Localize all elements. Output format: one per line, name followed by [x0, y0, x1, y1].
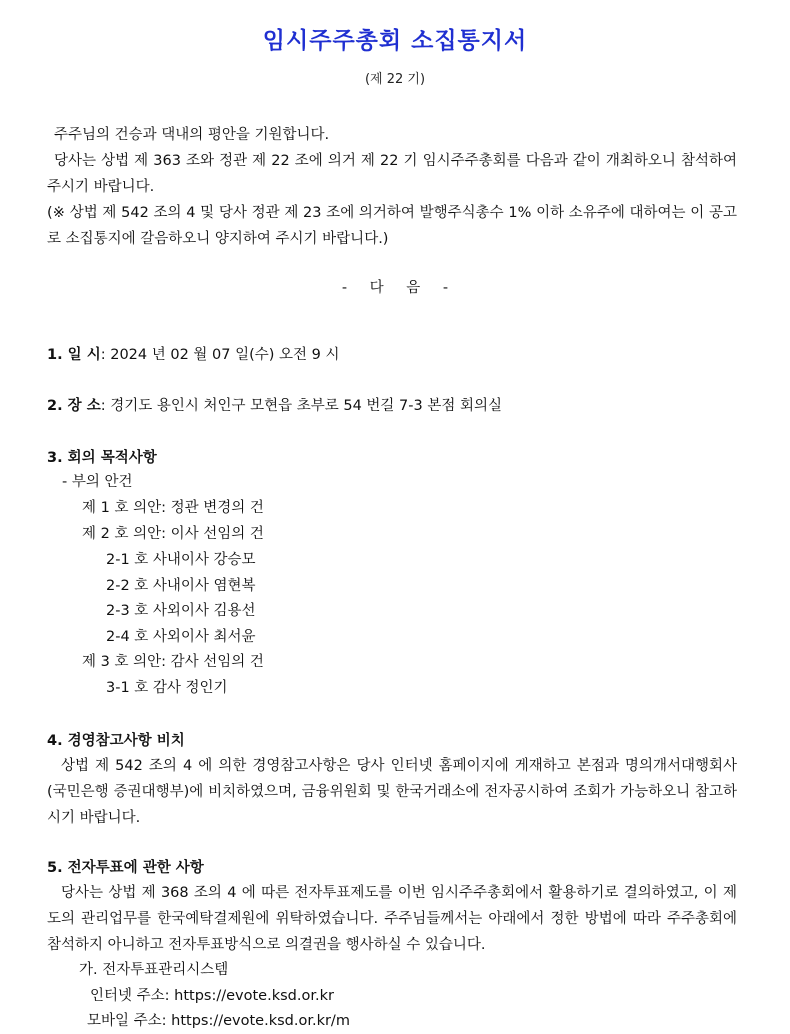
place-value: : 경기도 용인시 처인구 모현읍 초부로 54 번길 7-3 본점 회의실 — [100, 398, 502, 414]
agenda-item-2-2: 2-2 호 사내이사 염현복 — [106, 578, 256, 594]
agenda-item-2-1: 2-1 호 사내이사 강승모 — [106, 552, 256, 568]
evote-internet-address: 인터넷 주소: https://evote.ksd.or.kr — [90, 988, 334, 1004]
agenda-sub: - 부의 안건 — [62, 474, 133, 490]
agenda-item-3-1: 3-1 호 감사 정인기 — [106, 680, 228, 696]
evote-heading: 5. 전자투표에 관한 사항 — [47, 860, 204, 876]
reference-body: 상법 제 542 조의 4 에 의한 경영참고사항은 당사 인터넷 홈페이지에 게재하고 본점과 명의개서대행회사(국민은행 증권대행부)에 비치하였으며, 금융위원회 및 한국거래소에 전자공시하여 조회가 가능하오니 참고하시기 바랍니다. — [47, 758, 737, 826]
evote-mobile-address: 모바일 주소: https://evote.ksd.or.kr/m — [87, 1013, 350, 1029]
agenda-item-3: 제 3 호 의안: 감사 선임의 건 — [82, 654, 264, 670]
agenda-item-2: 제 2 호 의안: 이사 선임의 건 — [82, 526, 264, 542]
evote-system: 가. 전자투표관리시스템 — [79, 962, 229, 978]
divider-text: - 다 음 - — [341, 280, 449, 296]
note-text: (※ 상법 제 542 조의 4 및 당사 정관 제 23 조에 의거하여 발행주식총수 1% 이하 소유주에 대하여는 이 공고로 소집통지에 갈음하오니 양지하여 주시기 바랍니다.) — [47, 205, 737, 247]
datetime-value: : 2024 년 02 월 07 일(수) 오전 9 시 — [100, 347, 340, 363]
reference-heading: 4. 경영참고사항 비치 — [47, 733, 185, 749]
datetime-label: 1. 일 시 — [47, 347, 101, 363]
document-title: 임시주주총회 소집통지서 — [262, 28, 528, 54]
greeting-text: 주주님의 건승과 댁내의 평안을 기원합니다. — [54, 127, 330, 143]
agenda-heading: 3. 회의 목적사항 — [47, 450, 157, 466]
document-subtitle: (제 22 기) — [364, 72, 426, 87]
datetime-row — [47, 342, 339, 368]
agenda-item-1: 제 1 호 의안: 정관 변경의 건 — [82, 500, 264, 516]
place-label: 2. 장 소 — [47, 398, 101, 414]
agenda-item-2-3: 2-3 호 사외이사 김용선 — [106, 603, 256, 619]
evote-body: 당사는 상법 제 368 조의 4 에 따른 전자투표제도를 이번 임시주주총회에서 활용하기로 결의하였고, 이 제도의 관리업무를 한국예탁결제원에 위탁하였습니다. 주주님들께서는 아래에서 정한 방법에 따라 주주총회에 참석하지 아니하고 전자투표방식으로 의결권을 행사하실 수 있습니다. — [47, 885, 737, 953]
notice-text: 당사는 상법 제 363 조와 정관 제 22 조에 의거 제 22 기 임시주주총회를 다음과 같이 개최하오니 참석하여 주시기 바랍니다. — [47, 153, 737, 195]
place-row — [47, 393, 502, 419]
agenda-item-2-4: 2-4 호 사외이사 최서윤 — [106, 629, 256, 645]
